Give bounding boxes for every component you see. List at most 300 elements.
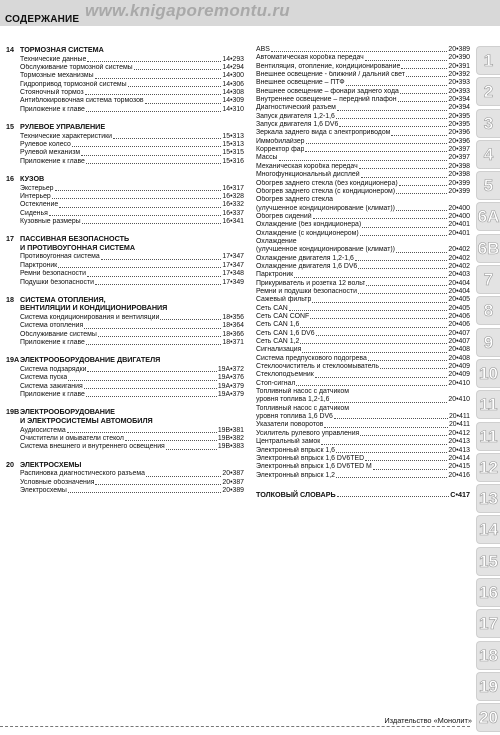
toc-entry[interactable] [256,213,470,221]
chapter-tab[interactable]: 10 [476,359,500,388]
toc-entry[interactable] [256,371,470,379]
toc-entry-label: Обогрев заднего стекла (без кондиционера) [256,179,398,187]
dot-leader [85,93,222,95]
toc-entry[interactable] [256,246,470,254]
toc-entry-page: 20•410 [448,396,470,404]
toc-entry-label: Обогрев сидений [256,212,312,220]
dot-leader [86,110,222,112]
toc-entry-page: 20•404 [448,287,470,295]
toc-entry[interactable] [6,427,244,435]
toc-entry-page: 16•317 [222,184,244,192]
toc-entry-label: Обогрев заднего стекла [256,196,333,204]
toc-entry-page: 20•387 [222,470,244,478]
toc-entry-label: Электронный впрыск 1,6 DV6TED M [256,463,372,471]
toc-entry[interactable] [6,339,244,347]
toc-entry-label: Стеклоподъемник [256,371,314,379]
section-heading[interactable] [6,408,244,425]
toc-entry-page: 20•397 [448,154,470,162]
toc-entry-page: 20•405 [448,304,470,312]
toc-entry-label: Рулевое колесо [20,140,71,148]
toc-entry-label: Топливный насос с датчиком [256,404,349,412]
dot-leader [98,335,222,337]
chapter-tab[interactable]: 16 [476,578,500,607]
toc-entry-label: Внутреннее освещение – передний плафон [256,96,397,104]
toc-entry-label: Система подзарядки [20,366,87,373]
toc-section [6,296,244,348]
toc-entry-page: 20•411 [448,413,470,421]
toc-entry-label: Многофункциональный дисплей [256,171,360,179]
toc-entry[interactable] [6,158,244,166]
toc-entry-page: 20•387 [222,478,244,486]
toc-section [6,356,244,399]
dot-leader [305,150,447,152]
toc-entry[interactable] [256,129,470,137]
toc-entry[interactable] [256,54,470,62]
toc-entry[interactable] [256,255,470,263]
toc-entry-label: Остекление [20,201,59,209]
dot-leader [279,159,448,161]
dot-leader [113,137,221,139]
section-title: КУЗОВ [20,173,45,183]
toc-entry[interactable] [256,121,470,129]
dot-leader [316,334,448,336]
section-title: ПАССИВНАЯ БЕЗОПАСНОСТЬ [20,234,130,244]
toc-entry-page: 20•410 [448,379,470,387]
page-header [0,0,500,26]
toc-entry-page: 20•389 [222,486,244,494]
toc-entry-label: Стеклоочиститель и стеклоомыватель [256,363,379,371]
chapter-tab[interactable]: 3 [476,109,500,138]
section-heading[interactable] [6,235,244,252]
toc-entry-label: Антиблокировочная система тормозов [20,97,144,105]
toc-entry[interactable] [256,472,470,480]
toc-entry-label: уровня топлива 1,6 DV6 [256,413,333,421]
toc-entry[interactable] [256,104,470,112]
dot-leader [321,443,447,445]
toc-entry[interactable] [256,288,470,296]
toc-entry[interactable] [256,421,470,429]
toc-entry-label: уровня топлива 1,2-1,6 [256,396,330,404]
dot-leader [82,222,222,224]
toc-entry[interactable] [6,106,244,114]
toc-entry-page: 18•364 [222,322,244,330]
toc-entry[interactable] [256,346,470,354]
toc-entry[interactable] [6,64,244,72]
toc-entry-page: 19А•376 [217,374,244,382]
chapter-tab[interactable]: 6B [476,234,500,263]
section-heading[interactable] [6,46,244,55]
toc-entry-label: Приложение к главе [20,105,85,113]
chapter-tab[interactable]: 20 [476,703,500,732]
toc-entry[interactable] [6,81,244,89]
toc-entry-label: Система внешнего и внутреннего освещения [20,443,165,451]
toc-entry[interactable] [6,443,244,451]
toc-entry-label: Противоугонная система [20,253,100,261]
section-number: 19А [6,355,20,365]
toc-entry[interactable] [6,314,244,322]
dot-leader [360,234,448,236]
toc-section [6,235,244,287]
dot-leader [330,401,447,403]
section-title: РУЛЕВОЕ УПРАВЛЕНИЕ [20,122,106,131]
dot-leader [52,197,222,199]
toc-entry-label: Парктроник [20,261,58,269]
toc-entry-label: (улучшенное кондиционирование (климат)) [256,204,395,212]
toc-entry[interactable] [256,355,470,363]
chapter-tab[interactable]: 6A [476,202,500,231]
toc-entry[interactable] [256,280,470,288]
toc-entry[interactable] [256,171,470,179]
toc-entry-page: 19А•379 [217,382,244,390]
toc-entry[interactable] [256,63,470,71]
toc-entry-page: 20•396 [448,137,470,145]
toc-entry[interactable] [6,210,244,218]
toc-entry-label: Система предпускового подогрева [256,354,367,362]
toc-entry-page: 20•402 [448,262,470,270]
toc-entry-label: Запуск двигателя 1,2-1,6 [256,112,335,120]
dot-leader [361,176,448,178]
dot-leader [86,343,222,345]
toc-left-column [6,46,244,504]
toc-entry-page: 20•396 [448,129,470,137]
toc-entry[interactable] [256,438,470,446]
toc-entry-page: 14•300 [222,72,244,80]
dot-leader [87,370,216,372]
toc-entry-page: 20•405 [448,296,470,304]
section-title-line2: ВЕНТИЛЯЦИИ И КОНДИЦИОНИРОВАНИЯ [20,303,168,313]
dot-leader [339,125,447,127]
toc-entry[interactable] [6,383,244,391]
toc-entry-page: 20•402 [448,246,470,254]
toc-entry[interactable] [256,79,470,87]
dot-leader [84,387,217,389]
toc-entry-label: Охлаждение [256,237,297,245]
dot-leader [101,258,222,260]
toc-entry[interactable] [256,338,470,346]
toc-entry[interactable] [256,138,470,146]
toc-entry[interactable] [256,180,470,188]
toc-right-column [256,46,470,499]
dot-leader [68,379,217,381]
section-number: 20 [6,459,14,469]
dot-leader [355,259,448,261]
toc-entry[interactable] [256,413,470,421]
toc-entry[interactable] [6,322,244,330]
toc-entry[interactable] [256,113,470,121]
toc-entry-label: Условные обозначения [20,478,95,486]
toc-entry[interactable] [256,238,470,246]
toc-entry[interactable] [256,46,470,54]
toc-entry[interactable] [6,89,244,97]
toc-entry-page: 15•313 [222,140,244,148]
toc-entry[interactable] [6,201,244,209]
toc-section [6,123,244,166]
dot-leader [396,192,447,194]
toc-entry-label: Внешнее освещение - ближний / дальний свет [256,71,405,79]
toc-entry[interactable] [6,193,244,201]
toc-entry-page: 17•347 [222,253,244,261]
toc-entry-page: 20•404 [448,279,470,287]
section-number: 15 [6,122,14,131]
toc-entry[interactable] [6,253,244,261]
toc-entry[interactable] [256,230,470,238]
toc-entry-label: Зеркала заднего вида с электроприводом [256,129,391,137]
toc-entry-label: Приложение к главе [20,391,85,399]
dot-leader [360,434,447,436]
dot-leader [336,476,447,478]
toc-entry-label: Иммобилайзер [256,137,305,145]
toc-entry-page: 20•399 [448,179,470,187]
toc-entry[interactable] [256,380,470,388]
toc-entry-page: 17•347 [222,261,244,269]
toc-entry-page: 16•337 [222,209,244,217]
toc-entry[interactable] [256,88,470,96]
toc-entry-page: 20•394 [448,104,470,112]
toc-entry-label: Массы [256,154,278,162]
toc-entry[interactable] [256,405,470,413]
toc-entry[interactable] [256,205,470,213]
section-heading[interactable] [6,296,244,313]
dot-leader [81,154,221,156]
dot-leader [134,68,222,70]
section-heading[interactable] [6,123,244,132]
chapter-tab[interactable]: 13 [476,484,500,513]
toc-entry[interactable] [6,487,244,495]
toc-entry[interactable] [6,331,244,339]
toc-entry[interactable] [256,313,470,321]
toc-entry-page: 20•401 [448,221,470,229]
section-number: 18 [6,294,14,304]
toc-entry-page: 14•310 [222,105,244,113]
toc-entry-page: 20•400 [448,204,470,212]
dot-leader [310,317,447,319]
dot-leader [334,417,448,419]
chapter-tab[interactable]: 18 [476,641,500,670]
dot-leader [366,284,447,286]
toc-entry[interactable] [6,72,244,80]
dot-leader [289,309,448,311]
chapter-tab[interactable]: 17 [476,609,500,638]
toc-entry[interactable] [6,56,244,64]
toc-entry[interactable] [6,435,244,443]
chapter-tab[interactable]: 11 [476,390,500,419]
toc-entry-label: Аудиосистема [20,426,66,434]
page-title: СОДЕРЖАНИЕ [5,14,80,25]
chapter-tab[interactable]: 15 [476,547,500,576]
dot-leader [166,448,217,450]
toc-entry[interactable] [6,97,244,105]
toc-entry[interactable] [256,388,470,396]
chapter-tab[interactable]: 8 [476,296,500,325]
toc-entry-label: Механическая коробка передач [256,162,358,170]
chapter-tab[interactable]: 14 [476,515,500,544]
toc-entry-label: Сеть CAN CONF [256,313,310,320]
chapter-tab[interactable]: 7 [476,265,500,294]
dot-leader [59,206,221,208]
toc-entry[interactable] [256,146,470,154]
toc-entry-page: 20•389 [448,46,470,53]
toc-entry[interactable] [256,263,470,271]
dot-leader [72,145,222,147]
toc-entry[interactable] [256,447,470,455]
chapter-tab[interactable]: 1 [476,46,500,75]
section-title-line2: И ЭЛЕКТРОСИСТЕМЫ АВТОМОБИЛЯ [20,415,153,425]
dot-leader [146,475,221,477]
toc-entry-label: Центральный замок [256,438,321,446]
chapter-tab[interactable]: 4 [476,140,500,169]
toc-entry-label: Кузовные размеры [20,217,81,225]
toc-entry[interactable] [256,188,470,196]
chapter-tab[interactable]: 5 [476,171,500,200]
toc-entry-label: Система зажигания [20,382,83,390]
toc-entry[interactable] [256,396,470,404]
dot-leader [86,395,217,397]
chapter-tab[interactable]: 19 [476,672,500,701]
toc-entry[interactable] [6,391,244,399]
toc-entry-label: (улучшенное кондиционирование (климат)) [256,246,395,254]
toc-entry-page: 17•349 [222,278,244,286]
chapter-tab[interactable]: 12 [476,453,500,482]
toc-entry[interactable] [6,133,244,141]
toc-entry-page: 19В•383 [217,443,244,451]
toc-entry[interactable] [6,270,244,278]
toc-entry[interactable] [256,221,470,229]
toc-entry[interactable] [256,463,470,471]
toc-entry[interactable] [6,470,244,478]
toc-entry-label: Диагностический разъем [256,104,336,112]
toc-entry[interactable] [256,321,470,329]
toc-entry[interactable] [6,374,244,382]
chapter-tab[interactable]: 9 [476,328,500,357]
toc-entry-label: Гидропривод тормозной системы [20,80,127,88]
toc-entry[interactable] [256,96,470,104]
toc-entry[interactable] [6,185,244,193]
section-number: 16 [6,173,14,183]
toc-entry-page: 14•293 [222,55,244,63]
section-heading[interactable] [6,356,244,365]
toc-entry-page: 20•413 [448,446,470,454]
dot-leader [396,209,447,211]
toc-entry-label: Внешнее освещение – ПТФ [256,79,345,87]
chapter-tab[interactable]: 11 [476,422,500,451]
toc-entry-page: 20•414 [448,454,470,462]
toc-entry-page: 18•371 [222,339,244,347]
toc-entry-label: Очистители и омыватели стекол [20,434,124,442]
toc-entry-label: Охлаждение (с кондиционером) [256,229,359,237]
toc-entry-page: 20•408 [448,346,470,354]
toc-entry-label: Стояночный тормоз [20,88,84,96]
dot-leader [336,117,448,119]
toc-entry-label: Прикуриватель и розетка 12 вольт [256,279,366,287]
toc-entry-page: 15•315 [222,149,244,157]
section-number: 14 [6,45,14,54]
toc-entry[interactable] [6,149,244,157]
toc-entry-label: Топливный насос с датчиком [256,388,349,396]
toc-entry-label: Парктроник [256,271,294,279]
toc-entry-label: Охлаждение двигателя 1,6 DV6 [256,262,358,270]
dot-leader [294,276,447,278]
toc-entry[interactable] [256,196,470,204]
toc-entry[interactable] [256,296,470,304]
toc-entry[interactable] [256,305,470,313]
dot-leader [306,142,448,144]
toc-entry[interactable] [6,366,244,374]
toc-entry[interactable] [6,141,244,149]
toc-entry-page: 20•408 [448,354,470,362]
toc-entry-page: 20•412 [448,429,470,437]
dot-leader [271,50,448,52]
toc-entry[interactable] [6,279,244,287]
toc-entry[interactable] [256,330,470,338]
toc-entry-page: 15•313 [222,132,244,140]
dot-leader [300,326,447,328]
toc-entry-label: Внешнее освещение – фонари заднего хода [256,87,399,95]
dot-leader [87,275,221,277]
toc-entry[interactable] [256,363,470,371]
section-heading[interactable] [6,175,244,184]
toc-entry-label: Система пуска [20,374,68,382]
toc-entry[interactable] [256,163,470,171]
dot-leader [365,459,447,461]
dot-leader [95,77,222,79]
dot-leader [391,134,447,136]
toc-entry-label: Сеть CAN 1,6 DV6 [256,329,315,337]
section-heading[interactable] [6,461,244,470]
dot-leader [313,217,448,219]
toc-entry-label: Сеть CAN 1,2 [256,338,300,346]
toc-entry-page: 14•294 [222,63,244,71]
toc-entry[interactable] [256,455,470,463]
section-number: 17 [6,234,14,244]
dictionary-entry[interactable] [256,490,470,499]
dot-leader [358,267,447,269]
toc-entry-label: Система кондиционирования и вентиляции [20,314,160,322]
toc-entry-label: Технические характеристики [20,132,112,140]
toc-entry[interactable] [6,479,244,487]
toc-entry-label: Электронный впрыск 1,2 [256,471,335,479]
toc-section [6,175,244,226]
toc-entry-label: Вентиляция, отопление, кондиционирование [256,62,401,70]
toc-entry[interactable] [256,430,470,438]
toc-entry[interactable] [256,71,470,79]
toc-entry[interactable] [256,154,470,162]
toc-entry-page: 20•401 [448,229,470,237]
dot-leader [362,226,447,228]
toc-entry-label: Обогрев заднего стекла (с кондиционером) [256,187,396,195]
toc-entry-label: Ремни безопасности [20,270,86,278]
dictionary-page: С•417 [450,489,470,499]
toc-entry-label: Обслуживание тормозной системы [20,63,133,71]
toc-entry-page: 20•391 [448,62,470,70]
toc-entry[interactable] [6,218,244,226]
toc-entry[interactable] [256,271,470,279]
toc-entry-label: Приложение к главе [20,157,85,165]
toc-entry-page: 19А•379 [217,391,244,399]
dot-leader [87,60,221,62]
toc-entry-page: 20•406 [448,321,470,329]
chapter-tab[interactable]: 2 [476,77,500,106]
section-title: ЭЛЕКТРОСХЕМЫ [20,459,82,469]
toc-entry-page: 17•348 [222,270,244,278]
toc-entry-page: 20•406 [448,313,470,320]
toc-entry-page: 20•393 [448,87,470,95]
dot-leader [336,451,447,453]
toc-entry[interactable] [6,262,244,270]
toc-entry-label: Тормозные механизмы [20,72,94,80]
toc-entry-label: Усилитель рулевого управления [256,429,360,437]
dot-leader [145,102,222,104]
toc-entry-page: 20•416 [448,471,470,479]
